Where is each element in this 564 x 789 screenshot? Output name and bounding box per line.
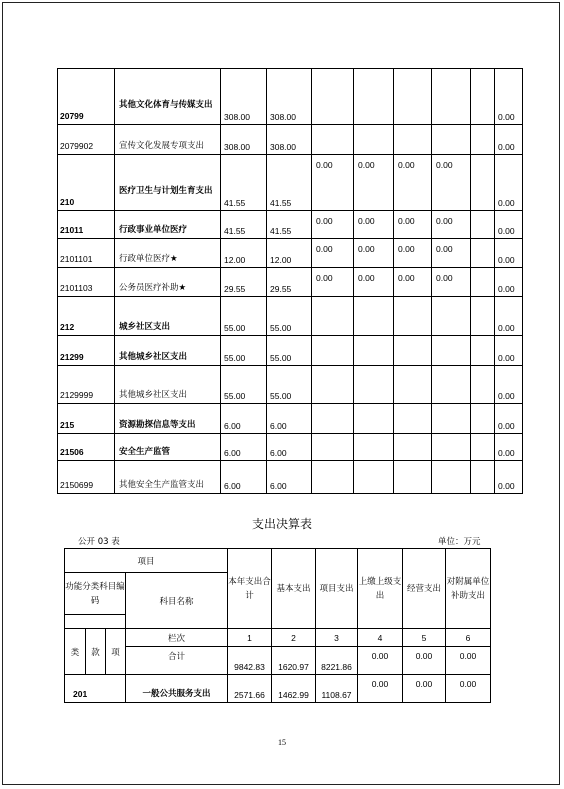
zero-value: 0.00: [358, 244, 375, 254]
row-basic: 55.00: [267, 297, 312, 336]
row-code: 2101101: [58, 239, 115, 268]
zero-value: 0.00: [398, 273, 415, 283]
row-zero-cell: [354, 434, 394, 461]
sum-business: 0.00: [403, 647, 446, 675]
row-code: 21506: [58, 434, 115, 461]
kuan-label: 款: [86, 629, 106, 675]
expenditure-detail-table: [57, 68, 523, 494]
row-name: 资源勘探信息等支出: [115, 404, 221, 434]
table-row: [58, 336, 523, 366]
sum-label: 合计: [126, 647, 228, 675]
row-zero-cell: [312, 239, 354, 268]
table-row: [58, 69, 523, 125]
row-name: 行政单位医疗★: [115, 239, 221, 268]
name-header: 科目名称: [126, 573, 228, 629]
zero-value: 0.00: [436, 160, 453, 170]
row-zero-cell: [432, 461, 471, 494]
row-empty-cell: [471, 69, 495, 125]
row-empty-cell: [471, 268, 495, 297]
zero-value: 0.00: [398, 216, 415, 226]
col-business-header: 经营支出: [403, 549, 446, 629]
zero-value: 0.00: [358, 160, 375, 170]
row-basic: 1462.99: [272, 675, 316, 703]
row-total: 6.00: [221, 461, 267, 494]
row-zero-cell: [354, 125, 394, 155]
zero-value: 0.00: [436, 273, 453, 283]
row-name: 其他安全生产监管支出: [115, 461, 221, 494]
col-basic-header: 基本支出: [272, 549, 316, 629]
row-name: 医疗卫生与计划生育支出: [115, 155, 221, 211]
col-num-5: 5: [403, 629, 446, 647]
row-total: 55.00: [221, 366, 267, 404]
col-num-3: 3: [316, 629, 358, 647]
table-row: [58, 366, 523, 404]
zero-value: 0.00: [436, 244, 453, 254]
page-number: 15: [278, 738, 286, 747]
row-basic: 6.00: [267, 434, 312, 461]
lanci-label: 栏次: [126, 629, 228, 647]
row-empty-cell: [471, 434, 495, 461]
row-zero-cell: [432, 434, 471, 461]
zero-value: 0.00: [398, 160, 415, 170]
row-zero-cell: [354, 461, 394, 494]
code-header: 功能分类科目编码: [65, 573, 126, 615]
form-id: 公开 03 表: [78, 537, 120, 547]
table-row: [58, 404, 523, 434]
row-zero-cell: [312, 434, 354, 461]
row-zero-cell: [394, 404, 432, 434]
row-zero-cell: [432, 125, 471, 155]
table-title: 支出决算表: [251, 517, 312, 531]
row-empty-cell: [471, 155, 495, 211]
row-basic: 41.55: [267, 155, 312, 211]
row-code: 2101103: [58, 268, 115, 297]
row-total: 12.00: [221, 239, 267, 268]
row-zero-cell: [432, 336, 471, 366]
table-row: [58, 297, 523, 336]
row-basic: 12.00: [267, 239, 312, 268]
row-empty-cell: [471, 239, 495, 268]
row-zero-cell: [354, 239, 394, 268]
col-project-header: 项目支出: [316, 549, 358, 629]
row-name: 其他城乡社区支出: [115, 366, 221, 404]
row-last: 0.00: [495, 434, 523, 461]
col-num-4: 4: [358, 629, 403, 647]
row-code: 21011: [58, 211, 115, 239]
sum-project: 8221.86: [316, 647, 358, 675]
row-total: 29.55: [221, 268, 267, 297]
row-zero-cell: [394, 239, 432, 268]
row-code: 2150699: [58, 461, 115, 494]
zero-value: 0.00: [358, 216, 375, 226]
row-zero-cell: [394, 366, 432, 404]
expenditure-summary-table: [64, 548, 491, 703]
zero-value: 0.00: [316, 273, 333, 283]
row-zero-cell: [432, 366, 471, 404]
row-upper: 0.00: [358, 675, 403, 703]
zero-value: 0.00: [316, 216, 333, 226]
table-row: [58, 434, 523, 461]
col-total-header: 本年支出合计: [228, 549, 272, 629]
row-code: 2079902: [58, 125, 115, 155]
row-basic: 55.00: [267, 336, 312, 366]
row-subsidy: 0.00: [446, 675, 491, 703]
row-total: 55.00: [221, 336, 267, 366]
row-code: 21299: [58, 336, 115, 366]
row-business: 0.00: [403, 675, 446, 703]
row-zero-cell: [354, 155, 394, 211]
col-num-1: 1: [228, 629, 272, 647]
row-name: 公务员医疗补助★: [115, 268, 221, 297]
row-basic: 6.00: [267, 461, 312, 494]
row-zero-cell: [432, 211, 471, 239]
row-zero-cell: [354, 211, 394, 239]
row-zero-cell: [432, 239, 471, 268]
row-empty-cell: [471, 366, 495, 404]
sum-total: 9842.83: [228, 647, 272, 675]
row-zero-cell: [432, 404, 471, 434]
row-last: 0.00: [495, 211, 523, 239]
row-empty-cell: [471, 461, 495, 494]
row-zero-cell: [432, 297, 471, 336]
sum-basic: 1620.97: [272, 647, 316, 675]
table-row: [58, 461, 523, 494]
row-empty-cell: [471, 404, 495, 434]
row-code: 210: [58, 155, 115, 211]
row-zero-cell: [394, 155, 432, 211]
row-name: 其他文化体育与传媒支出: [115, 69, 221, 125]
lei-label: 类: [65, 629, 86, 675]
row-total: 6.00: [221, 434, 267, 461]
sum-subsidy: 0.00: [446, 647, 491, 675]
row-name: 宣传文化发展专项支出: [115, 125, 221, 155]
xiang-label: 项: [106, 629, 126, 675]
row-zero-cell: [394, 69, 432, 125]
row-zero-cell: [312, 366, 354, 404]
row-code: 20799: [58, 69, 115, 125]
row-zero-cell: [394, 268, 432, 297]
zero-value: 0.00: [316, 160, 333, 170]
row-zero-cell: [312, 336, 354, 366]
row-basic: 6.00: [267, 404, 312, 434]
table-row: [58, 239, 523, 268]
code-header-spacer: [65, 615, 126, 629]
row-basic: 308.00: [267, 69, 312, 125]
row-basic: 41.55: [267, 211, 312, 239]
row-total: 6.00: [221, 404, 267, 434]
row-last: 0.00: [495, 239, 523, 268]
col-upper-header: 上缴上级支出: [358, 549, 403, 629]
row-zero-cell: [312, 297, 354, 336]
row-zero-cell: [394, 336, 432, 366]
row-zero-cell: [394, 211, 432, 239]
row-zero-cell: [312, 155, 354, 211]
row-last: 0.00: [495, 336, 523, 366]
row-basic: 55.00: [267, 366, 312, 404]
row-last: 0.00: [495, 155, 523, 211]
table-row: [58, 125, 523, 155]
row-last: 0.00: [495, 125, 523, 155]
zero-value: 0.00: [316, 244, 333, 254]
row-total: 41.55: [221, 155, 267, 211]
row-last: 0.00: [495, 404, 523, 434]
col-num-2: 2: [272, 629, 316, 647]
row-zero-cell: [394, 297, 432, 336]
row-zero-cell: [312, 69, 354, 125]
row-last: 0.00: [495, 297, 523, 336]
row-zero-cell: [354, 69, 394, 125]
row-empty-cell: [471, 297, 495, 336]
row-name: 行政事业单位医疗: [115, 211, 221, 239]
row-code: 212: [58, 297, 115, 336]
row-name: 一般公共服务支出: [126, 675, 228, 703]
unit-label: 单位：万元: [438, 537, 481, 547]
row-last: 0.00: [495, 461, 523, 494]
row-zero-cell: [312, 404, 354, 434]
zero-value: 0.00: [358, 273, 375, 283]
row-total: 308.00: [221, 69, 267, 125]
row-basic: 29.55: [267, 268, 312, 297]
row-name: 其他城乡社区支出: [115, 336, 221, 366]
row-zero-cell: [394, 125, 432, 155]
sum-upper: 0.00: [358, 647, 403, 675]
row-empty-cell: [471, 125, 495, 155]
zero-value: 0.00: [398, 244, 415, 254]
row-zero-cell: [354, 404, 394, 434]
row-zero-cell: [394, 434, 432, 461]
item-header: 项目: [65, 549, 228, 573]
row-code: 2129999: [58, 366, 115, 404]
row-zero-cell: [312, 268, 354, 297]
row-last: 0.00: [495, 268, 523, 297]
col-num-6: 6: [446, 629, 491, 647]
row-project: 1108.67: [316, 675, 358, 703]
row-total: 308.00: [221, 125, 267, 155]
row-zero-cell: [432, 69, 471, 125]
row-zero-cell: [354, 336, 394, 366]
row-total: 55.00: [221, 297, 267, 336]
row-zero-cell: [354, 366, 394, 404]
row-zero-cell: [312, 461, 354, 494]
row-code: 201: [65, 675, 126, 703]
col-subsidy-header: 对附属单位补助支出: [446, 549, 491, 629]
row-zero-cell: [354, 297, 394, 336]
row-empty-cell: [471, 336, 495, 366]
zero-value: 0.00: [436, 216, 453, 226]
table-row: [58, 155, 523, 211]
table-row: [58, 211, 523, 239]
row-basic: 308.00: [267, 125, 312, 155]
row-zero-cell: [312, 211, 354, 239]
row-code: 215: [58, 404, 115, 434]
row-name: 安全生产监管: [115, 434, 221, 461]
row-total: 41.55: [221, 211, 267, 239]
row-zero-cell: [394, 461, 432, 494]
row-zero-cell: [432, 268, 471, 297]
row-last: 0.00: [495, 366, 523, 404]
row-zero-cell: [432, 155, 471, 211]
row-zero-cell: [312, 125, 354, 155]
row-last: 0.00: [495, 69, 523, 125]
table-row: [58, 268, 523, 297]
row-total: 2571.66: [228, 675, 272, 703]
row-name: 城乡社区支出: [115, 297, 221, 336]
row-zero-cell: [354, 268, 394, 297]
row-empty-cell: [471, 211, 495, 239]
